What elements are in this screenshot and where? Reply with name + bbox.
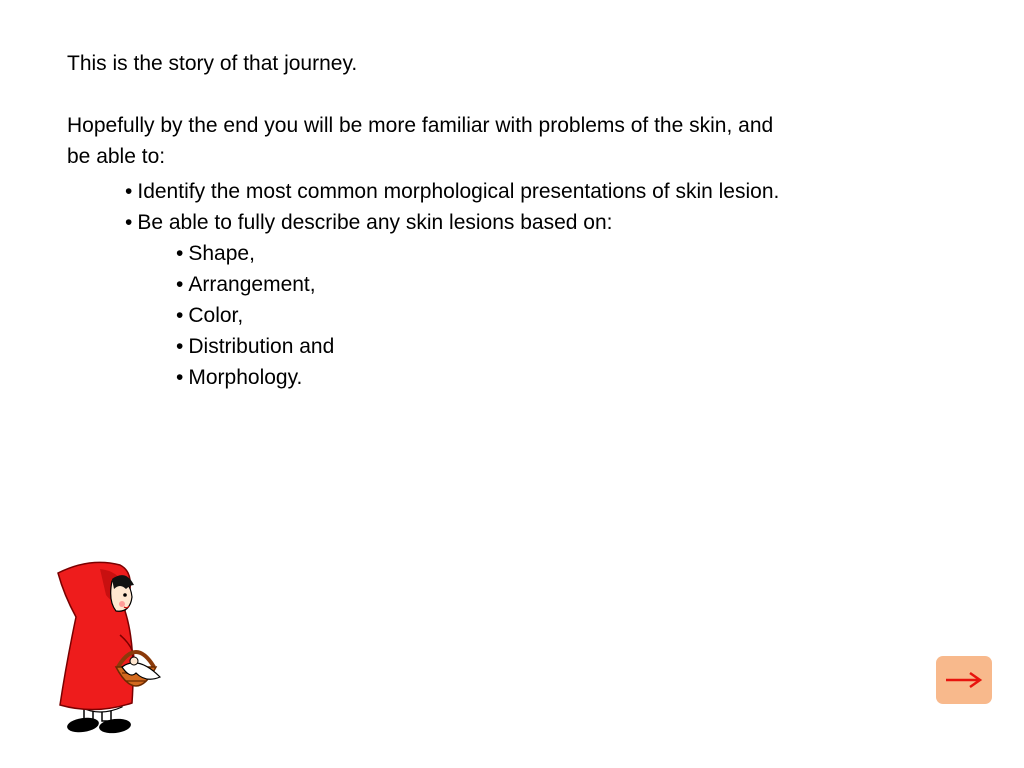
bullet-marker: • [176, 242, 184, 265]
list-item [176, 238, 897, 269]
red-riding-hood-icon [50, 555, 170, 740]
bullet-marker: • [176, 335, 184, 358]
paragraph-line-1: Hopefully by the end you will be more familiar with problems of the skin, and [67, 114, 774, 137]
list-item [176, 362, 897, 393]
bullet-text: Identify the most common morphological presentations of skin lesion. [137, 180, 780, 203]
list-item [125, 176, 897, 207]
sub-bullet-text: Shape, [188, 242, 255, 265]
objectives-list [67, 176, 897, 393]
sub-bullet-text: Color, [188, 304, 244, 327]
right-arrow-icon [942, 668, 986, 692]
bullet-marker: • [176, 366, 184, 389]
bullet-text: Be able to fully describe any skin lesions based on: [137, 211, 613, 234]
next-slide-button[interactable] [936, 656, 992, 704]
slide-text [67, 48, 897, 393]
sub-bullet-text: Distribution and [188, 335, 335, 358]
sub-bullet-text: Morphology. [188, 366, 303, 389]
description-criteria-list [125, 238, 897, 393]
sub-bullet-text: Arrangement, [188, 273, 316, 296]
bullet-marker: • [125, 211, 133, 234]
bullet-marker: • [176, 273, 184, 296]
list-item [176, 300, 897, 331]
list-item [125, 207, 897, 393]
bullet-marker: • [125, 180, 133, 203]
paragraph-spacer [67, 79, 897, 110]
list-item [176, 269, 897, 300]
list-item [176, 331, 897, 362]
bullet-marker: • [176, 304, 184, 327]
intro-line: This is the story of that journey. [67, 52, 358, 75]
paragraph-line-2: be able to: [67, 145, 166, 168]
